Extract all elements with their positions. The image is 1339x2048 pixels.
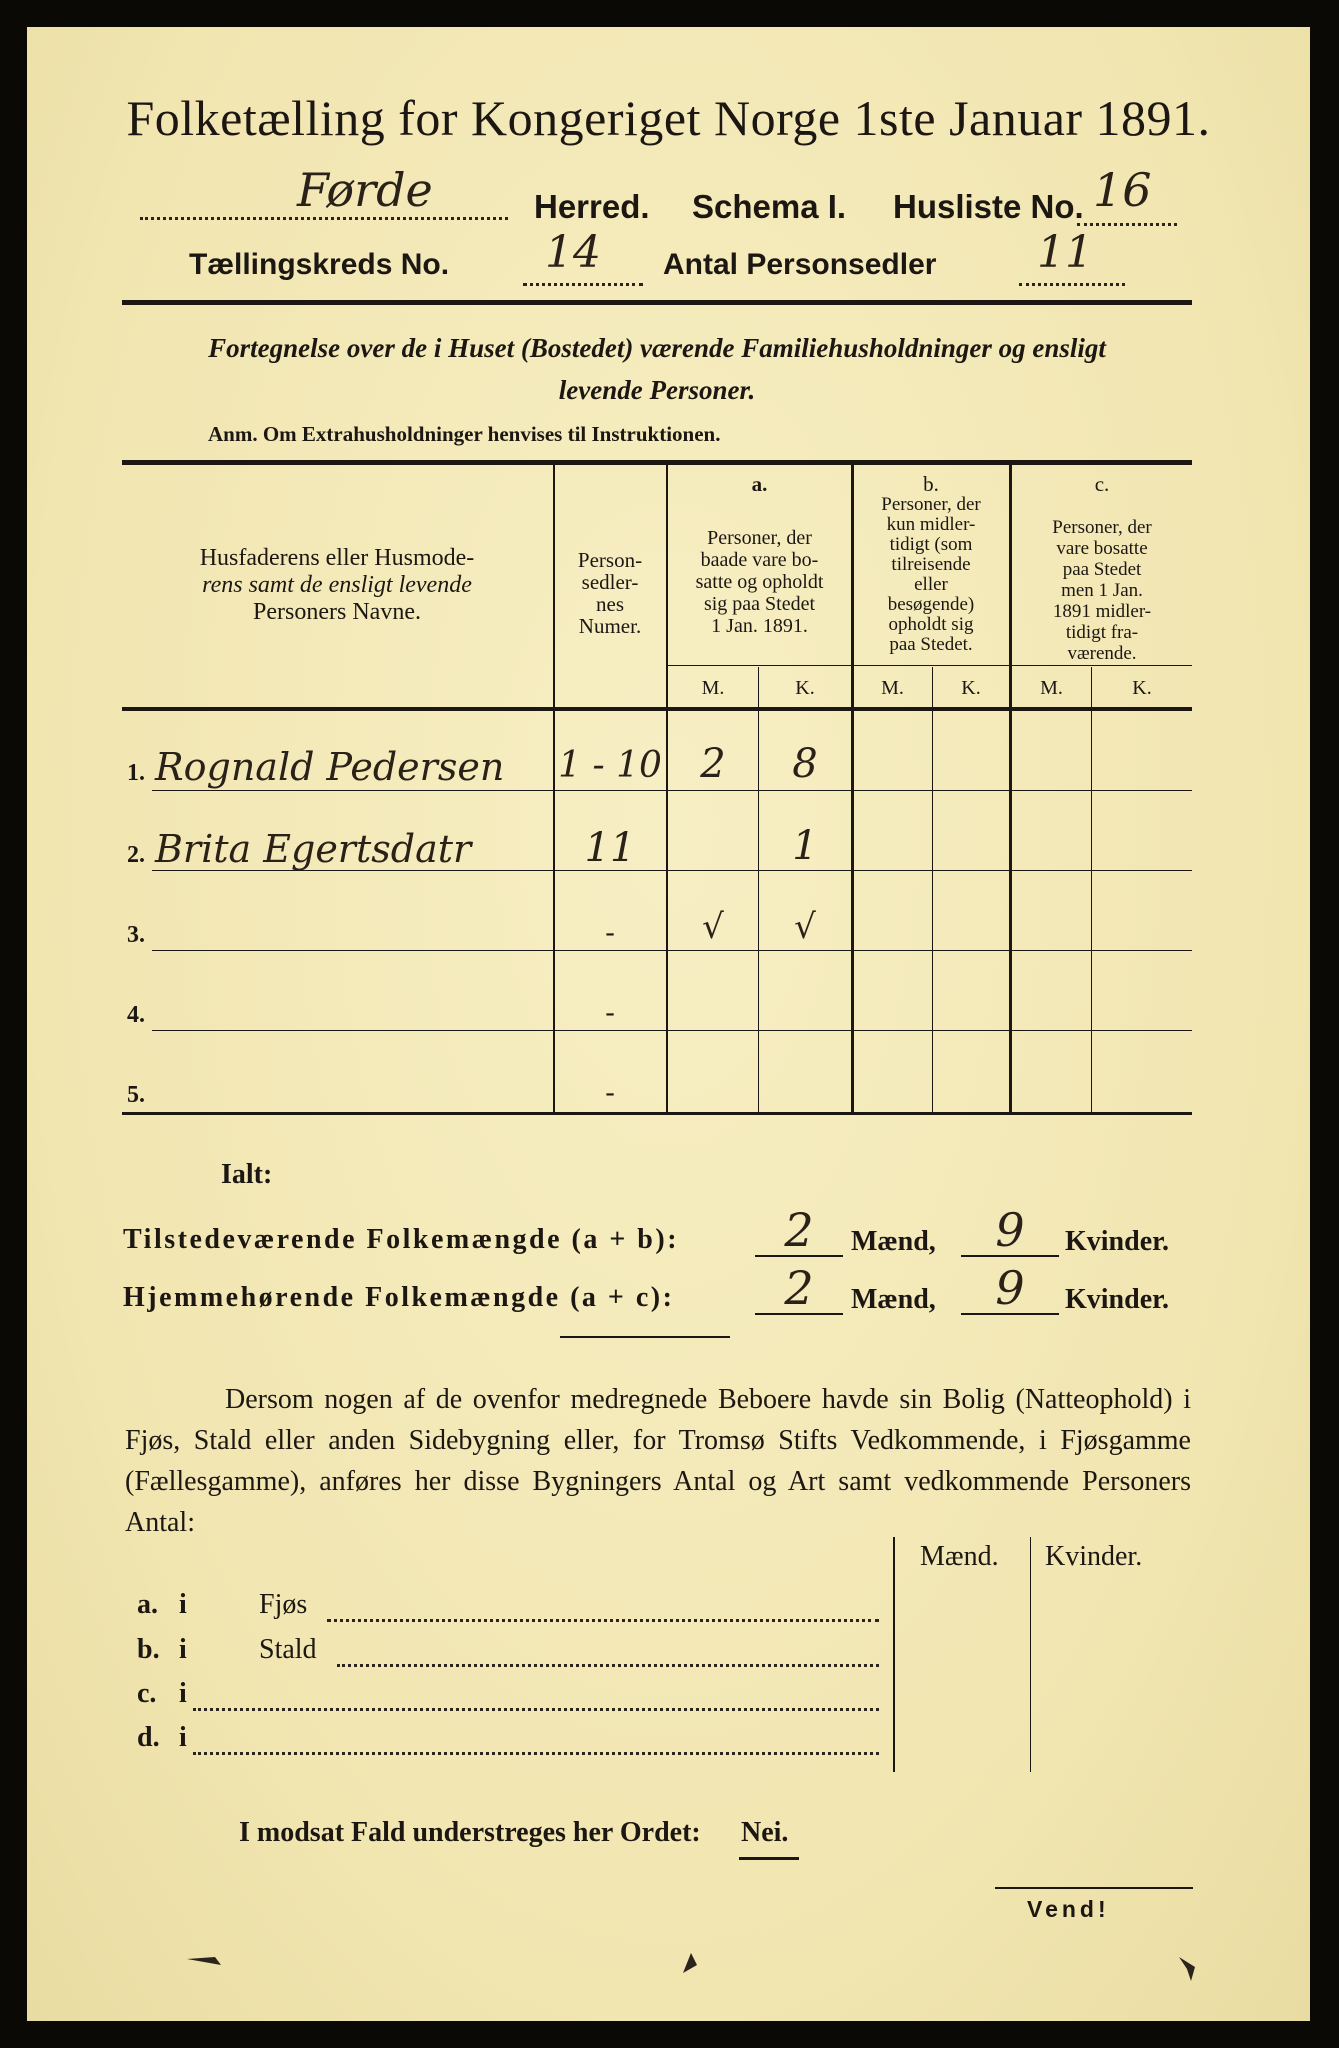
row-5-sedler: - bbox=[605, 1077, 615, 1108]
ialt-label: Ialt: bbox=[221, 1159, 273, 1190]
outbuildings-divider-2 bbox=[1030, 1537, 1031, 1772]
kreds-value: 14 bbox=[545, 227, 601, 278]
row-1-sedler: 1 - 10 bbox=[558, 745, 662, 786]
antal-label: Antal Personsedler bbox=[663, 248, 937, 281]
row-1-a-k: 8 bbox=[792, 741, 818, 787]
table-top-rule bbox=[122, 460, 1192, 465]
antal-value: 11 bbox=[1037, 227, 1093, 278]
row-rule-4 bbox=[152, 1030, 1192, 1031]
item-a-dots bbox=[327, 1601, 879, 1622]
col-c-header: Personer, der vare bosatte paa Stedet men 1 Jan. 1891 midler- tidigt fra- værende. bbox=[1052, 517, 1152, 664]
intro-note: Anm. Om Extrahusholdninger henvises til Instruktionen. bbox=[208, 422, 721, 446]
col-name-header: Husfaderens eller Husmode- rens samt de ensligt levende Personers Navne. bbox=[199, 545, 475, 625]
item-a-label: Fjøs bbox=[259, 1589, 308, 1620]
item-b-prefix: i bbox=[179, 1634, 187, 1665]
census-form bbox=[27, 27, 1310, 2021]
col-a-letter: a. bbox=[751, 472, 768, 496]
vend-label: Vend! bbox=[1027, 1896, 1110, 1922]
row-3-sedler: - bbox=[605, 917, 615, 948]
row-2-sedler: 11 bbox=[584, 825, 636, 871]
tilstede-kvinder: Kvinder. bbox=[1065, 1226, 1169, 1257]
herred-label: Herred. bbox=[534, 188, 650, 225]
item-d-prefix: i bbox=[179, 1722, 187, 1753]
row-3-a-m: √ bbox=[702, 907, 724, 947]
col-a-header: Personer, der baade vare bo- satte og opholdt sig paa Stedet 1 Jan. 1891. bbox=[695, 527, 824, 637]
tilstede-k-value: 9 bbox=[995, 1203, 1025, 1257]
col-divider-b-mk bbox=[932, 667, 933, 1112]
husliste-value: 16 bbox=[1093, 163, 1152, 217]
col-b-header: Personer, der kun midler- tidigt (som tilreisende eller besøgende) opholdt sig paa Stedet. bbox=[881, 494, 981, 655]
intro-line-2: levende Personer. bbox=[558, 375, 756, 405]
c-k-label: K. bbox=[1132, 677, 1152, 699]
item-c-dots bbox=[193, 1690, 879, 1711]
tilstede-maend: Mænd, bbox=[851, 1226, 936, 1257]
row-4-sedler: - bbox=[605, 997, 615, 1028]
item-b-dots bbox=[337, 1646, 879, 1667]
row-rule-3 bbox=[152, 950, 1192, 951]
kreds-label: Tællingskreds No. bbox=[189, 248, 450, 281]
col-divider-c-mk bbox=[1091, 667, 1092, 1112]
row-1-name: Rognald Pedersen bbox=[155, 745, 505, 789]
col-b-letter: b. bbox=[923, 472, 939, 496]
row-4-num: 4. bbox=[127, 1002, 145, 1028]
hjemme-k-value: 9 bbox=[995, 1261, 1025, 1315]
section-divider bbox=[560, 1336, 730, 1338]
nei-underline bbox=[739, 1857, 799, 1860]
header-divider bbox=[122, 300, 1192, 305]
form-title: Folketælling for Kongeriget Norge 1ste Januar 1891. bbox=[126, 90, 1211, 146]
herred-value: Førde bbox=[297, 163, 433, 217]
binding-mark-center bbox=[677, 1949, 707, 1977]
vend-rule bbox=[995, 1887, 1193, 1889]
hjemme-kvinder: Kvinder. bbox=[1065, 1284, 1169, 1315]
binding-mark-left bbox=[185, 1951, 225, 1971]
hjemme-maend: Mænd, bbox=[851, 1284, 936, 1315]
item-b-label: Stald bbox=[259, 1634, 317, 1665]
table-bottom-rule bbox=[122, 1112, 1192, 1115]
husliste-label: Husliste No. bbox=[893, 188, 1084, 225]
tilstede-m-value: 2 bbox=[784, 1203, 814, 1257]
row-2-name: Brita Egertsdatr bbox=[155, 827, 472, 871]
col-num-header: Person- sedler- nes Numer. bbox=[577, 548, 643, 638]
binding-mark-right bbox=[1175, 1953, 1211, 1983]
item-d-dots bbox=[193, 1734, 879, 1755]
a-m-label: M. bbox=[701, 677, 725, 699]
tilstede-label: Tilstedeværende Folkemængde (a + b): bbox=[123, 1224, 680, 1255]
outbuildings-divider-1 bbox=[893, 1537, 895, 1772]
row-2-a-k: 1 bbox=[792, 823, 818, 869]
modsat-label: I modsat Fald understreges her Ordet: bbox=[239, 1817, 701, 1848]
b-m-label: M. bbox=[881, 677, 904, 699]
row-2-num: 2. bbox=[127, 842, 145, 868]
item-c-letter: c. bbox=[137, 1678, 157, 1709]
item-b-letter: b. bbox=[137, 1634, 160, 1665]
row-3-num: 3. bbox=[127, 922, 145, 948]
row-3-a-k: √ bbox=[794, 907, 816, 947]
row-1-a-m: 2 bbox=[700, 741, 726, 787]
col-c-letter: c. bbox=[1094, 472, 1110, 496]
mk-rule bbox=[666, 665, 1192, 666]
item-d-letter: d. bbox=[137, 1722, 160, 1753]
outbuildings-col-kvinder: Kvinder. bbox=[1045, 1541, 1143, 1572]
row-1-num: 1. bbox=[127, 760, 145, 786]
row-5-num: 5. bbox=[127, 1082, 145, 1108]
item-a-letter: a. bbox=[137, 1589, 158, 1620]
a-k-label: K. bbox=[795, 677, 815, 699]
schema-label: Schema I. bbox=[692, 188, 847, 225]
hjemme-m-value: 2 bbox=[784, 1261, 814, 1315]
intro-line-1: Fortegnelse over de i Huset (Bostedet) værende Familiehusholdninger og ensligt bbox=[208, 333, 1106, 363]
item-c-prefix: i bbox=[179, 1678, 187, 1709]
item-a-prefix: i bbox=[179, 1589, 187, 1620]
outbuildings-col-maend: Mænd. bbox=[920, 1541, 999, 1572]
col-divider-a-mk bbox=[758, 667, 759, 1112]
outbuildings-paragraph: Dersom nogen af de ovenfor medregnede Beboere havde sin Bolig (Natteophold) i Fjøs, Stald eller anden Sidebygning eller, for Tromsø Stifts Vedkommende, i Fjøsgamme (Fællesgamme), anføres her disse Bygningers Antal og Art samt vedkommende Personers Antal: bbox=[125, 1384, 1191, 1538]
hjemme-label: Hjemmehørende Folkemængde (a + c): bbox=[123, 1282, 675, 1313]
c-m-label: M. bbox=[1040, 677, 1063, 699]
row-rule-1 bbox=[152, 790, 1192, 791]
b-k-label: K. bbox=[961, 677, 981, 699]
nei-word: Nei. bbox=[741, 1817, 789, 1848]
table-header-rule bbox=[122, 707, 1192, 711]
